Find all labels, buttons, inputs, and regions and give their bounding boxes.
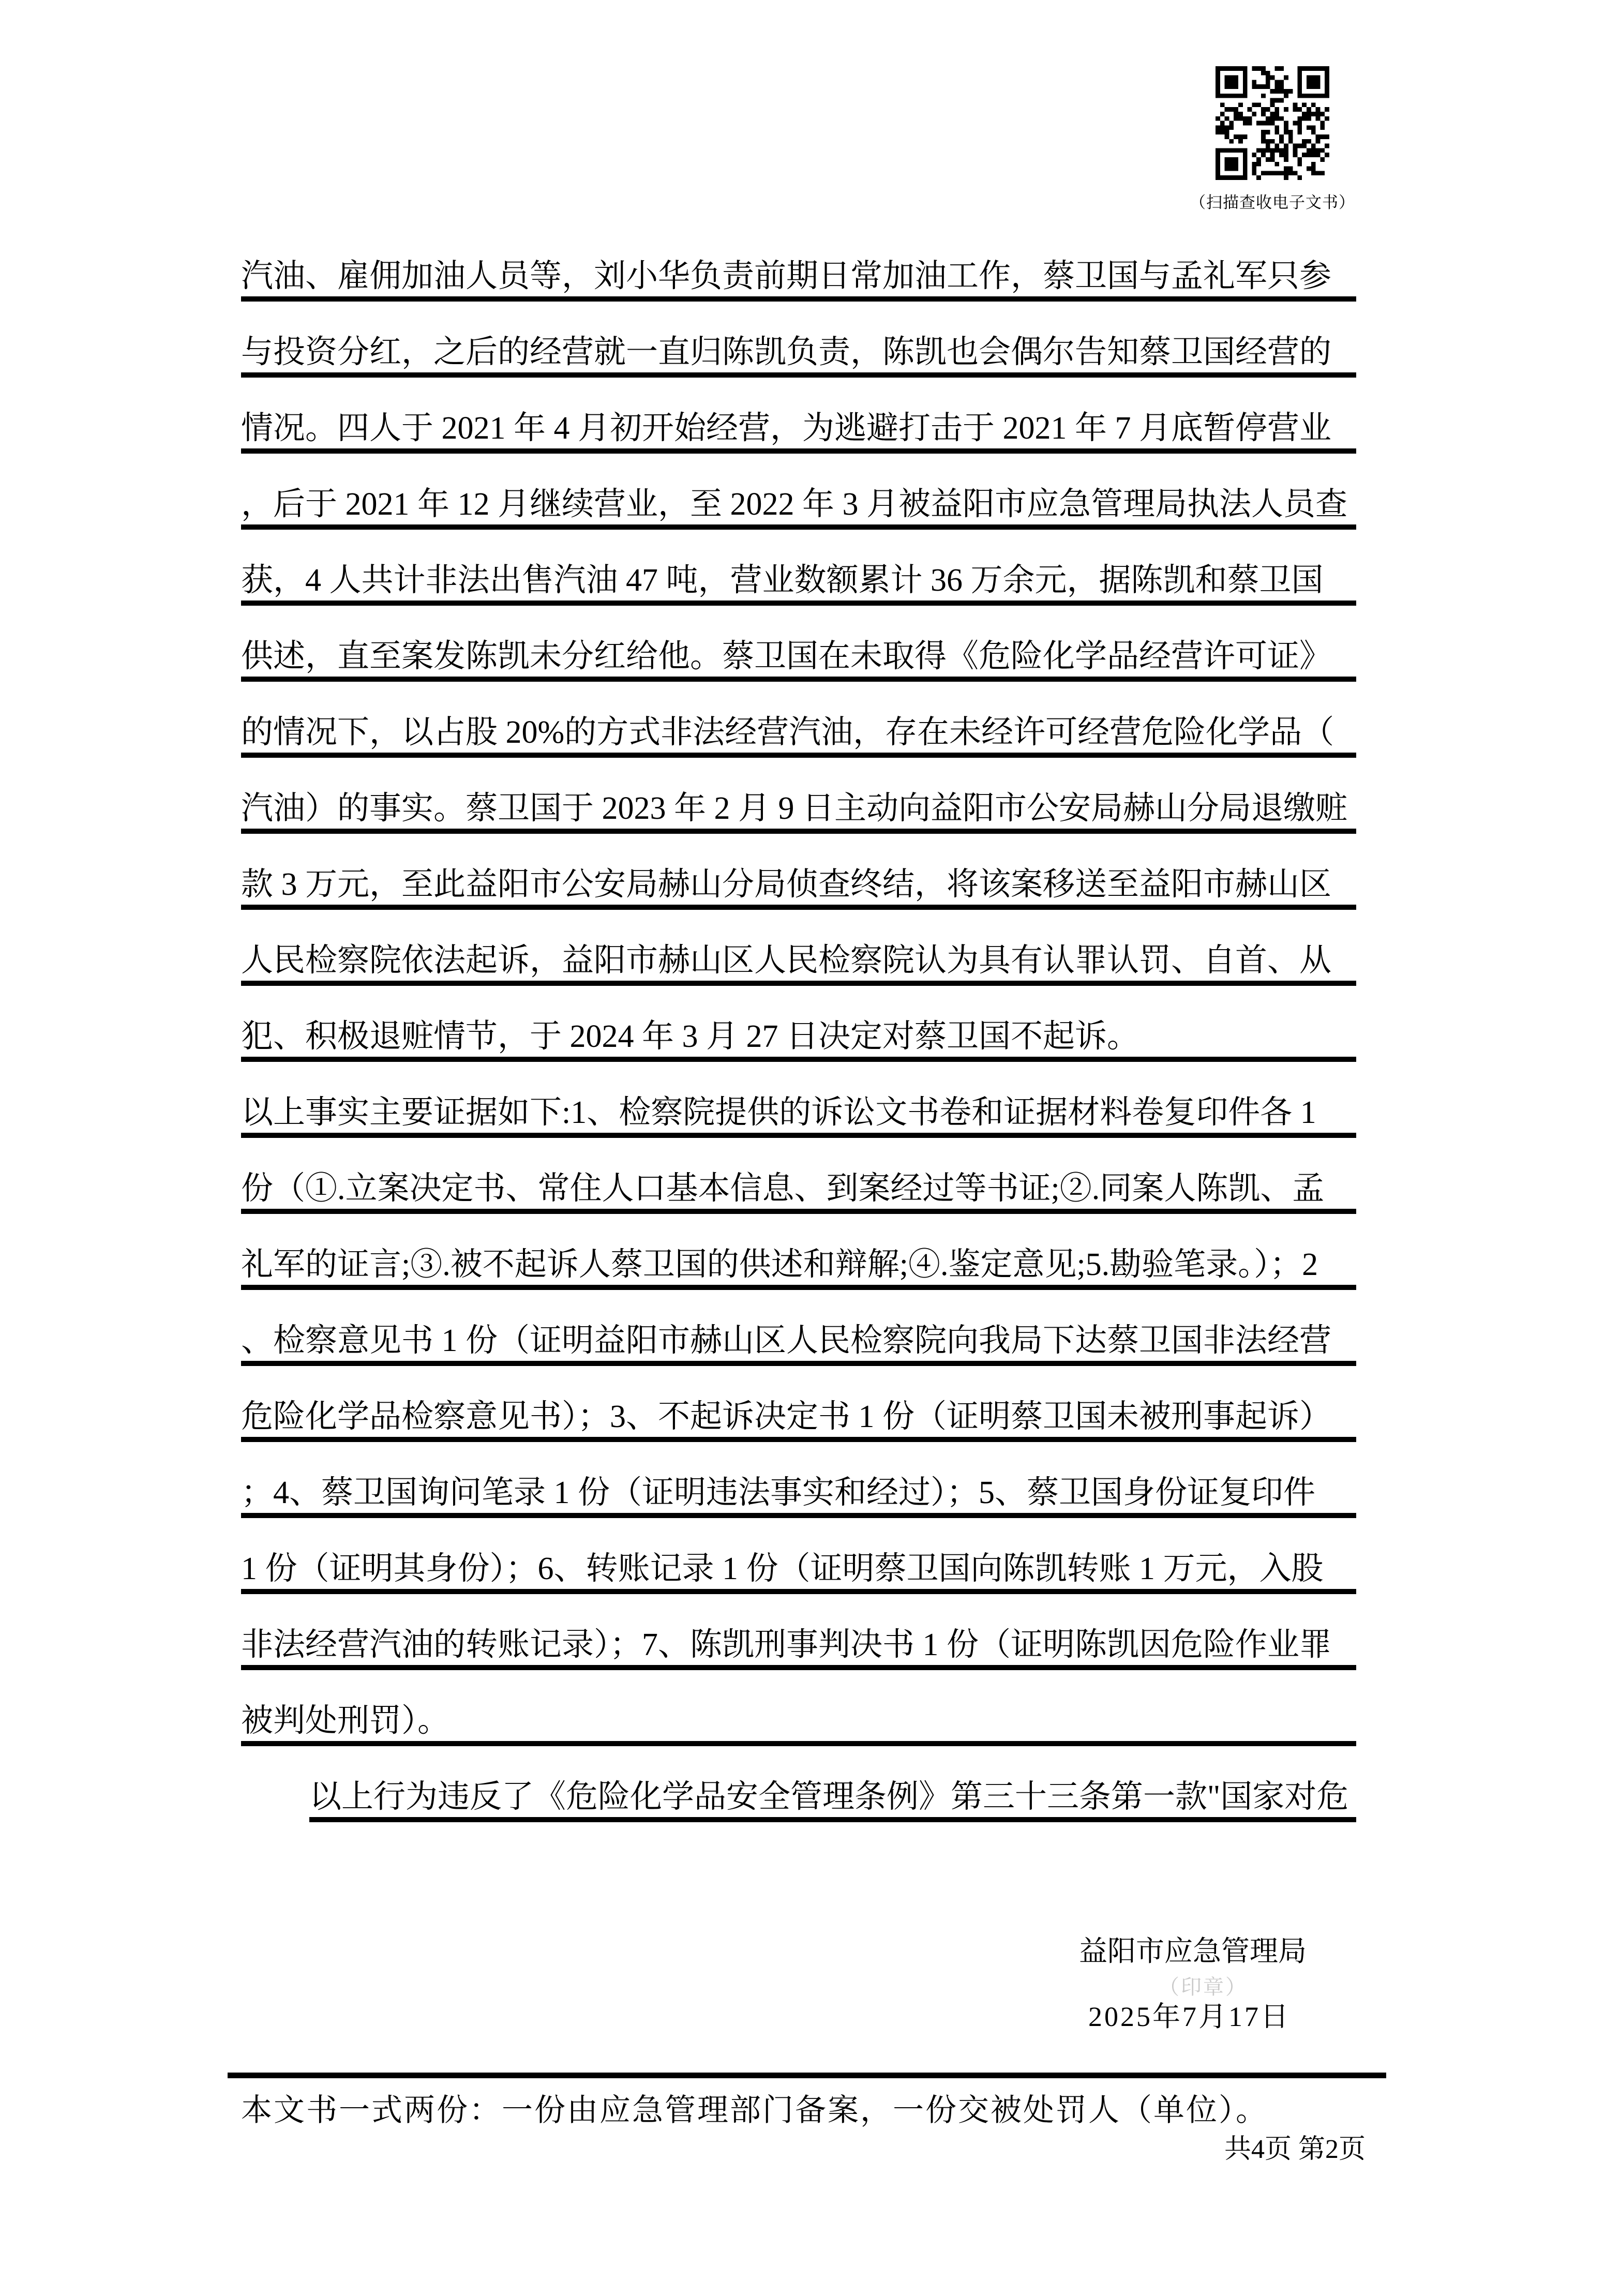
body-line: 款 3 万元，至此益阳市公安局赫山分局侦查终结，将该案移送至益阳市赫山区	[241, 834, 1356, 910]
body-line: 礼军的证言;③.被不起诉人蔡卫国的供述和辩解;④.鉴定意见;5.勘验笔录。）；2	[241, 1214, 1356, 1290]
body-line: ；4、蔡卫国询问笔录 1 份（证明违法事实和经过）；5、蔡卫国身份证复印件	[241, 1442, 1356, 1518]
body-line: 供述，直至案发陈凯未分红给他。蔡卫国在未取得《危险化学品经营许可证》	[241, 606, 1356, 682]
footer-note: 本文书一式两份：一份由应急管理部门备案，一份交被处罚人（单位）。	[241, 2093, 1268, 2127]
page-number: 共4页 第2页	[1224, 2135, 1366, 2164]
body-line: 的情况下，以占股 20%的方式非法经营汽油，存在未经许可经营危险化学品（	[241, 682, 1356, 758]
body-line: 1 份（证明其身份）；6、转账记录 1 份（证明蔡卫国向陈凯转账 1 万元，入股	[241, 1518, 1356, 1594]
agency-name: 益阳市应急管理局	[1079, 1935, 1307, 1967]
body-line: ，后于 2021 年 12 月继续营业，至 2022 年 3 月被益阳市应急管理局执法人员查	[241, 454, 1356, 530]
issue-date: 2025年7月17日	[1088, 2001, 1291, 2032]
body-line: 非法经营汽油的转账记录）；7、陈凯刑事判决书 1 份（证明陈凯因危险作业罪	[241, 1594, 1356, 1670]
body-line: 汽油、雇佣加油人员等，刘小华负责前期日常加油工作，蔡卫国与孟礼军只参	[241, 226, 1356, 302]
body-line: 犯、积极退赃情节，于 2024 年 3 月 27 日决定对蔡卫国不起诉。	[241, 986, 1356, 1062]
body-line: 汽油）的事实。蔡卫国于 2023 年 2 月 9 日主动向益阳市公安局赫山分局退缴赃	[241, 758, 1356, 834]
body-line: 危险化学品检察意见书）；3、不起诉决定书 1 份（证明蔡卫国未被刑事起诉）	[241, 1366, 1356, 1442]
body-line: 以上事实主要证据如下:1、检察院提供的诉讼文书卷和证据材料卷复印件各 1	[241, 1062, 1356, 1138]
body-line: 份（①.立案决定书、常住人口基本信息、到案经过等书证;②.同案人陈凯、孟	[241, 1138, 1356, 1214]
qr-code-icon	[1216, 66, 1329, 180]
body-line: 情况。四人于 2021 年 4 月初开始经营，为逃避打击于 2021 年 7 月底暂停营业	[241, 378, 1356, 454]
body-line: 与投资分红，之后的经营就一直归陈凯负责，陈凯也会偶尔告知蔡卫国经营的	[241, 302, 1356, 378]
document-body-text	[241, 226, 1356, 1822]
footer-divider	[228, 2073, 1386, 2078]
body-line: 以上行为违反了《危险化学品安全管理条例》第三十三条第一款"国家对危	[309, 1746, 1356, 1822]
body-line: 获，4 人共计非法出售汽油 47 吨，营业数额累计 36 万余元，据陈凯和蔡卫国	[241, 530, 1356, 606]
body-line: 人民检察院依法起诉，益阳市赫山区人民检察院认为具有认罪认罚、自首、从	[241, 910, 1356, 986]
body-line: 、检察意见书 1 份（证明益阳市赫山区人民检察院向我局下达蔡卫国非法经营	[241, 1290, 1356, 1366]
qr-caption: （扫描查收电子文书）	[1190, 193, 1355, 212]
body-line: 被判处刑罚）。	[241, 1670, 1356, 1746]
seal-mark: （印章）	[1159, 1975, 1248, 1999]
